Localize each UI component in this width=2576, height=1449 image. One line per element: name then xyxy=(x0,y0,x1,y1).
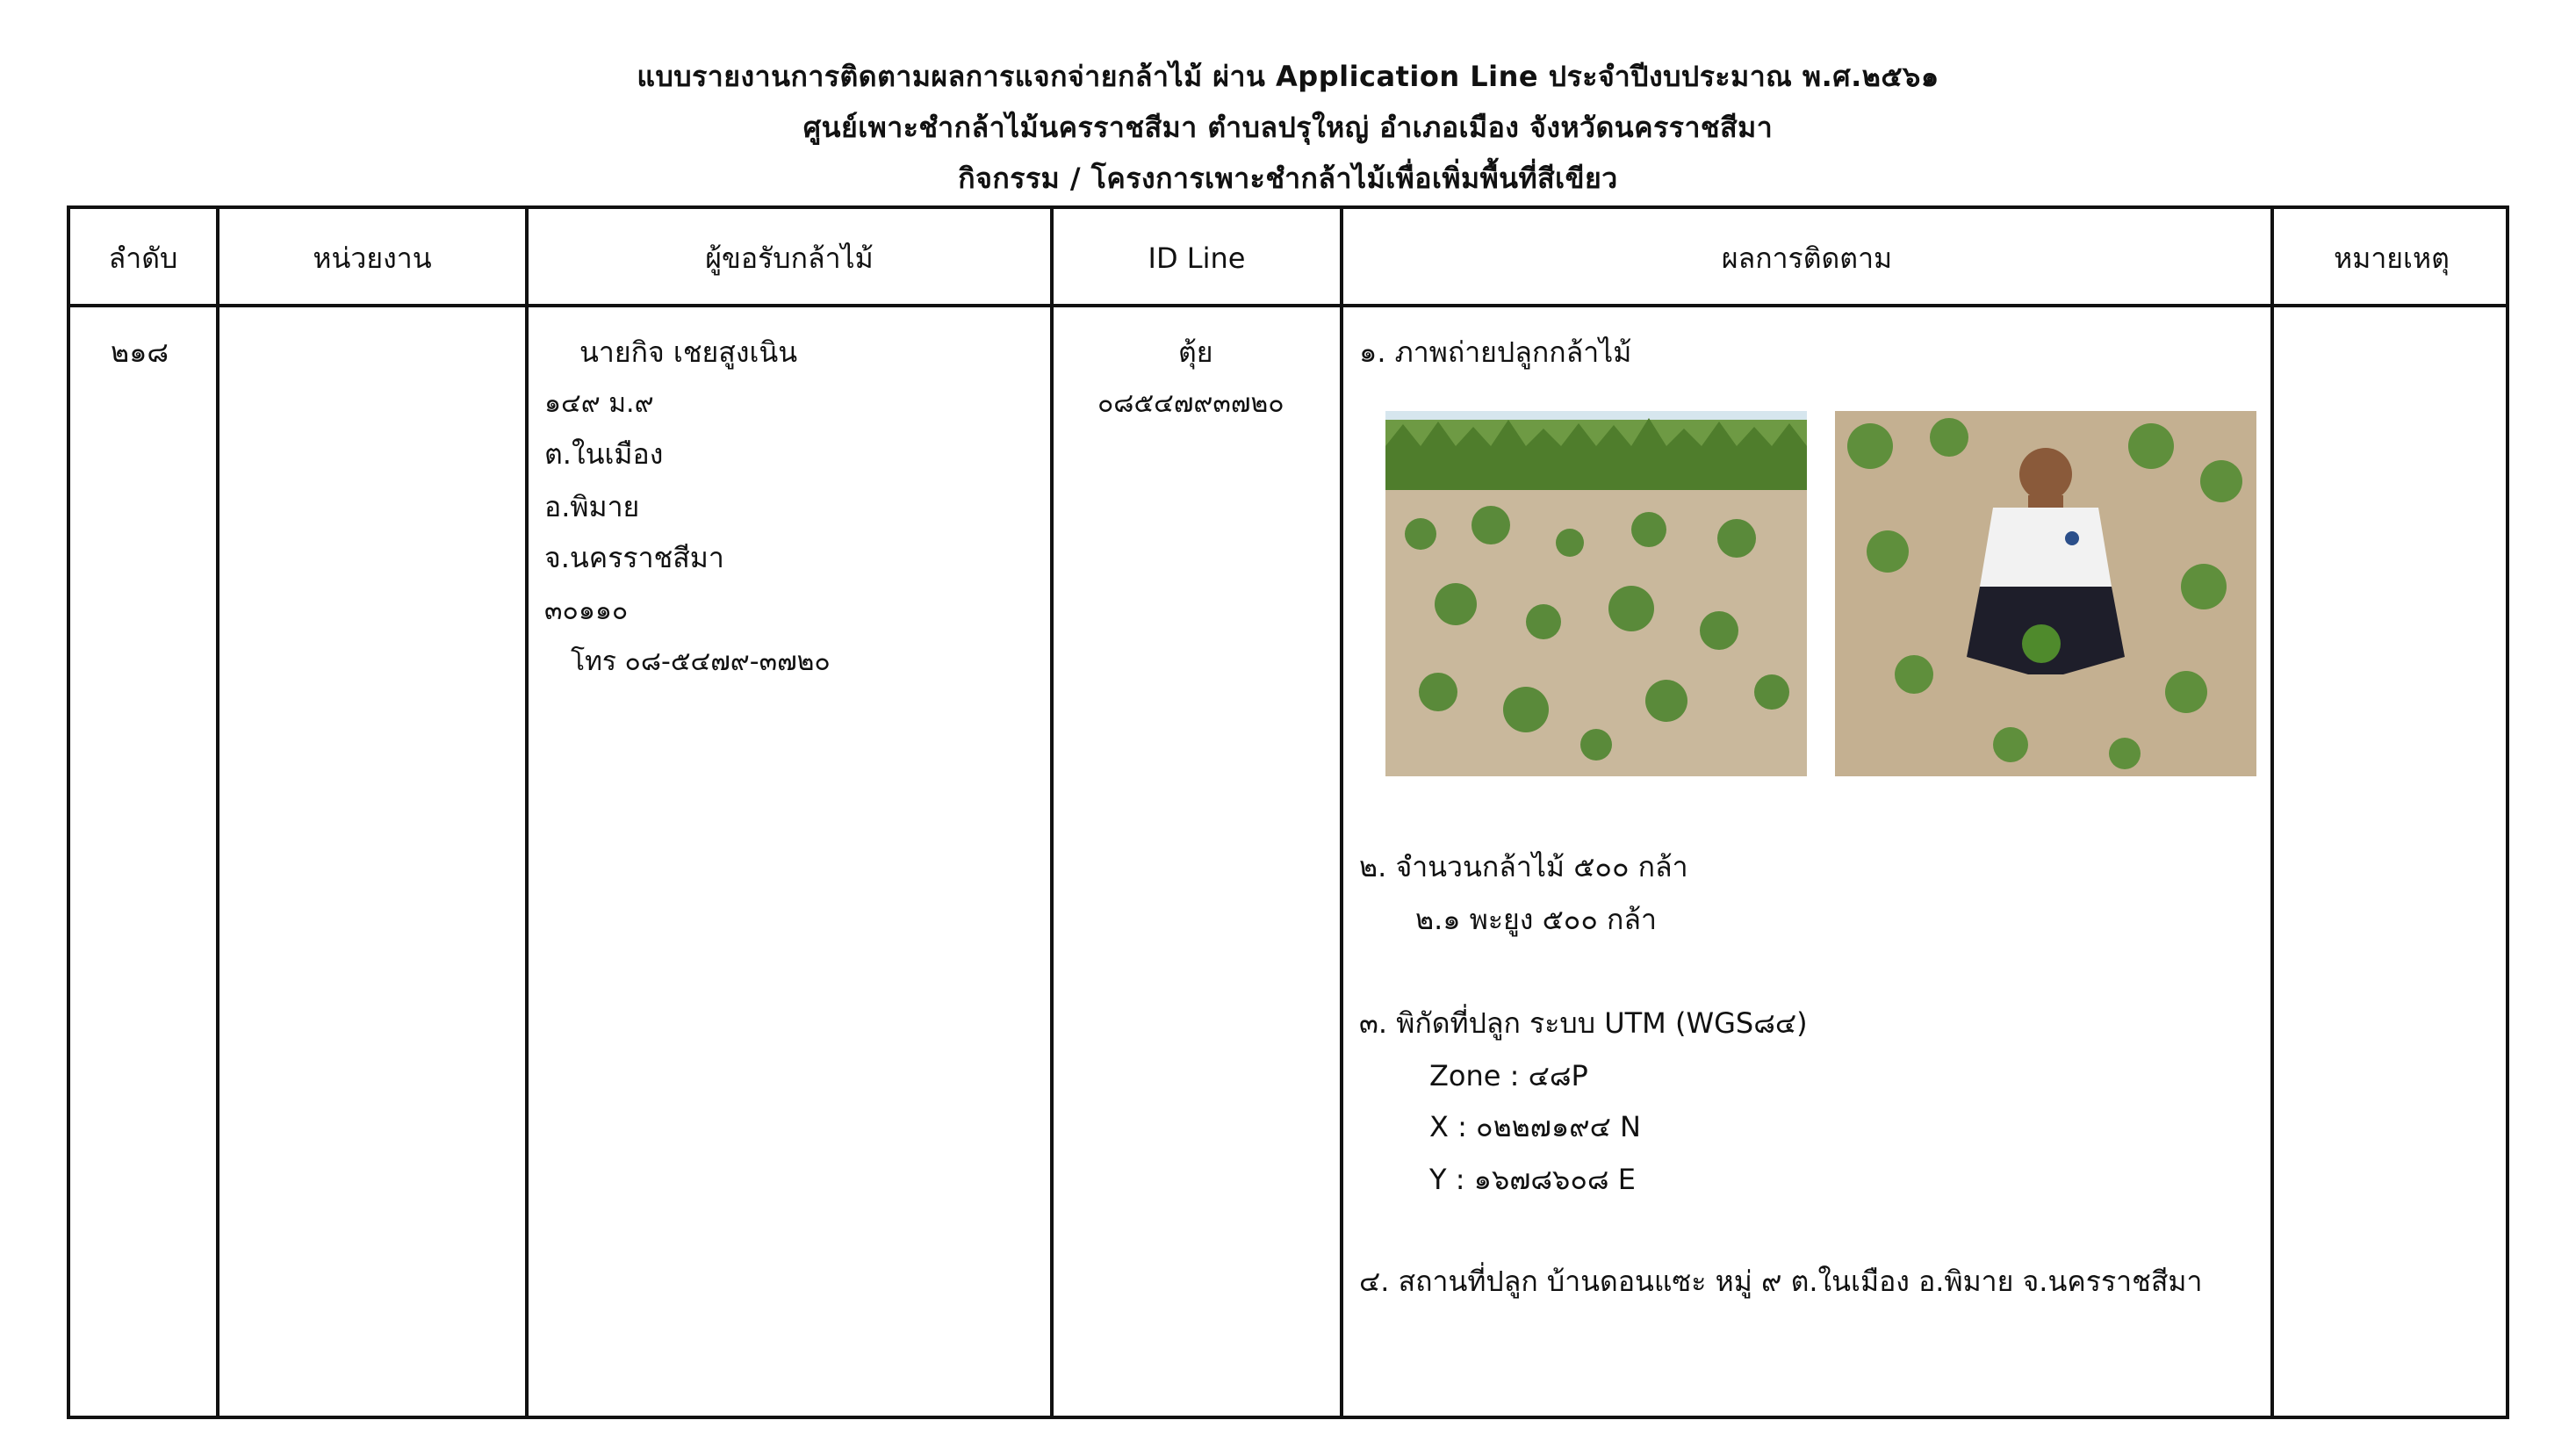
recipient-address-subdistrict: ต.ในเมือง xyxy=(544,437,664,471)
report-subtitle-center: ศูนย์เพาะชำกล้าไม้นครราชสีมา ตำบลปรุใหญ่ อำเภอเมือง จังหวัดนครราชสีมา xyxy=(802,111,1774,144)
report-table xyxy=(67,205,2509,1419)
column-header-agency: หน่วยงาน xyxy=(313,241,432,275)
row-sequence: ๒๑๘ xyxy=(111,335,169,369)
utm-y: Y : ๑๖๗๘๖๐๘ E xyxy=(1429,1163,1636,1196)
recipient-phone: โทร ๐๘-๕๔๗๙-๓๗๒๐ xyxy=(571,646,831,677)
recipient-with-seedlings-photo xyxy=(1835,411,2256,776)
column-divider xyxy=(1050,209,1054,1416)
utm-zone: Zone : ๔๘P xyxy=(1429,1059,1588,1092)
report-title: แบบรายงานการติดตามผลการแจกจ่ายกล้าไม้ ผ่าน Application Line ประจำปีงบประมาณ พ.ศ.๒๕๖๑ xyxy=(637,60,1939,93)
result-item-planting-location: ๔. สถานที่ปลูก บ้านดอนแซะ หมู่ ๙ ต.ในเมือง อ.พิมาย จ.นครราชสีมา xyxy=(1359,1265,2203,1298)
column-divider xyxy=(1340,209,1343,1416)
column-header-seq: ลำดับ xyxy=(108,241,178,275)
recipient-address-province: จ.นครราชสีมา xyxy=(544,541,724,574)
id-line-number: ๐๘๕๔๗๙๓๗๒๐ xyxy=(1097,388,1284,419)
column-header-result: ผลการติดตาม xyxy=(1721,241,1893,275)
column-divider xyxy=(525,209,529,1416)
result-item-species-count: ๒.๑ พะยูง ๕๐๐ กล้า xyxy=(1415,903,1657,936)
result-item-seedling-count: ๒. จำนวนกล้าไม้ ๕๐๐ กล้า xyxy=(1359,850,1688,883)
id-line-name: ตุ้ย xyxy=(1178,335,1213,369)
utm-x: X : ๐๒๒๗๑๙๔ N xyxy=(1429,1110,1641,1143)
column-divider xyxy=(216,209,219,1416)
column-divider xyxy=(2270,209,2274,1416)
recipient-postcode: ๓๐๑๑๐ xyxy=(544,595,629,626)
column-header-recipient: ผู้ขอรับกล้าไม้ xyxy=(705,241,874,275)
report-subtitle-activity: กิจกรรม / โครงการเพาะชำกล้าไม้เพื่อเพิ่มพื้นที่สีเขียว xyxy=(958,162,1618,195)
column-header-id-line: ID Line xyxy=(1148,242,1246,275)
recipient-address-district: อ.พิมาย xyxy=(544,490,640,523)
column-header-remark: หมายเหตุ xyxy=(2334,241,2450,275)
recipient-name: นายกิจ เชยสูงเนิน xyxy=(579,335,798,369)
planting-field-photo xyxy=(1385,411,1807,776)
recipient-address-house: ๑๔๙ ม.๙ xyxy=(544,388,654,419)
result-item-coordinates: ๓. พิกัดที่ปลูก ระบบ UTM (WGS๘๔) xyxy=(1359,1006,1808,1040)
result-item-photos: ๑. ภาพถ่ายปลูกกล้าไม้ xyxy=(1359,335,1632,369)
